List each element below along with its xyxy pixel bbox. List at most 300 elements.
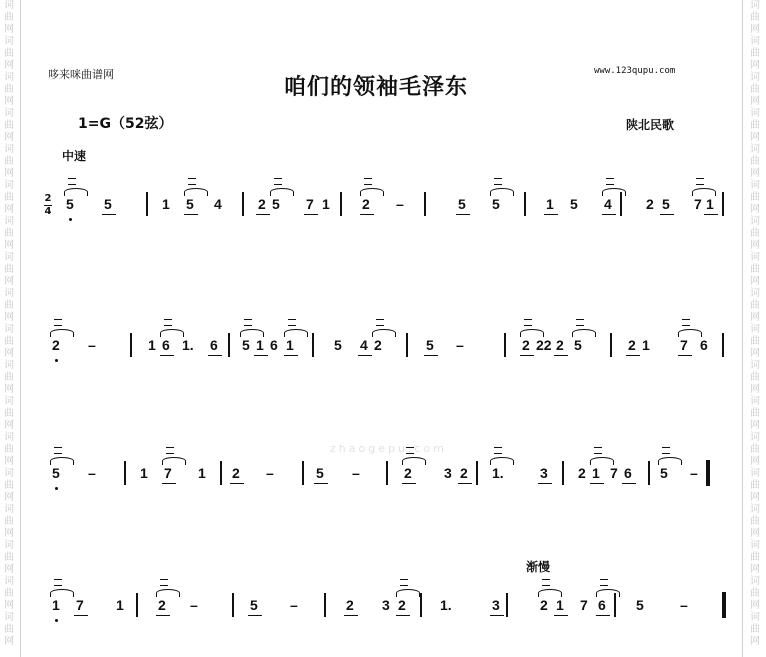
underline-beam	[678, 355, 692, 356]
bar-line	[406, 333, 408, 357]
tempo-change-marking: 渐慢	[526, 560, 551, 574]
watermark-char: 词	[750, 360, 760, 371]
note: 3	[540, 465, 548, 481]
bowing-mark	[244, 319, 252, 326]
note: 1	[556, 597, 564, 613]
time-signature	[44, 194, 52, 217]
note: 1	[116, 597, 124, 613]
watermark-char: 网	[750, 528, 760, 539]
note: 1.	[182, 337, 194, 353]
watermark-char: 曲	[4, 120, 14, 131]
note: –	[290, 597, 298, 613]
song-genre: 陕北民歌	[626, 118, 675, 132]
watermark-char: 网	[750, 24, 760, 35]
bowing-mark	[494, 178, 502, 185]
watermark-char: 词	[750, 108, 760, 119]
watermark-char: 网	[750, 276, 760, 287]
bar-line	[722, 333, 724, 357]
watermark-char: 词	[4, 180, 14, 191]
watermark-char: 网	[4, 240, 14, 251]
bowing-mark	[376, 319, 384, 326]
bar-line	[302, 461, 304, 485]
watermark-char: 曲	[4, 156, 14, 167]
bowing-mark	[600, 579, 608, 586]
watermark-char: 网	[750, 600, 760, 611]
note: 5	[574, 337, 582, 353]
note: 2	[460, 465, 468, 481]
watermark-char: 网	[4, 564, 14, 575]
slur-arc	[50, 589, 74, 597]
bar-line	[340, 192, 342, 216]
watermark-char: 词	[4, 216, 14, 227]
octave-dot	[55, 487, 58, 490]
note: 1	[546, 196, 554, 212]
watermark-char: 网	[4, 528, 14, 539]
slur-arc	[490, 188, 514, 196]
underline-beam	[520, 355, 534, 356]
note: 2	[628, 337, 636, 353]
watermark-char: 词	[750, 72, 760, 83]
underline-beam	[554, 615, 568, 616]
note: –	[190, 597, 198, 613]
note: 5	[52, 465, 60, 481]
note: 3	[492, 597, 500, 613]
watermark-char: 词	[4, 288, 14, 299]
bowing-mark	[364, 178, 372, 185]
watermark-char: 词	[750, 504, 760, 515]
bowing-mark	[54, 579, 62, 586]
underline-beam	[284, 355, 298, 356]
watermark-char: 网	[750, 204, 760, 215]
watermark-char: 网	[4, 276, 14, 287]
note: 6	[624, 465, 632, 481]
underline-beam	[538, 483, 552, 484]
underline-beam	[102, 214, 116, 215]
bar-line	[476, 461, 478, 485]
bar-line	[324, 593, 326, 617]
note: 4	[360, 337, 368, 353]
watermark-char: 曲	[4, 336, 14, 347]
watermark-char: 曲	[750, 300, 760, 311]
watermark-char: 网	[4, 60, 14, 71]
watermark-char: 网	[4, 312, 14, 323]
slur-arc	[284, 329, 308, 337]
note: 2	[646, 196, 654, 212]
underline-beam	[160, 355, 174, 356]
watermark-char: 曲	[4, 12, 14, 23]
watermark-char: 词	[4, 504, 14, 515]
watermark-char: 网	[750, 492, 760, 503]
watermark-char: 曲	[4, 228, 14, 239]
underline-beam	[596, 615, 610, 616]
note: 7	[76, 597, 84, 613]
bar-line	[524, 192, 526, 216]
bowing-mark	[524, 319, 532, 326]
note: 1	[256, 337, 264, 353]
slur-arc	[50, 329, 74, 337]
watermark-char: 曲	[750, 624, 760, 635]
watermark-char: 曲	[4, 192, 14, 203]
watermark-char: 词	[4, 252, 14, 263]
bar-line	[562, 461, 564, 485]
watermark-char: 词	[4, 108, 14, 119]
slur-arc	[50, 457, 74, 465]
note: 2	[362, 196, 370, 212]
watermark-char: 曲	[4, 480, 14, 491]
slur-arc	[270, 188, 294, 196]
note: 5	[250, 597, 258, 613]
bar-line	[242, 192, 244, 216]
slur-arc	[602, 188, 626, 196]
bar-line	[312, 333, 314, 357]
slur-arc	[538, 589, 562, 597]
note: –	[690, 465, 698, 481]
watermark-column-left	[2, 0, 16, 657]
watermark-char: 曲	[4, 588, 14, 599]
bar-line	[648, 461, 650, 485]
note: –	[88, 465, 96, 481]
note: 4	[214, 196, 222, 212]
note: 4	[604, 196, 612, 212]
watermark-char: 词	[4, 432, 14, 443]
bar-line	[136, 593, 138, 617]
bar-line	[506, 593, 508, 617]
note: 2	[232, 465, 240, 481]
watermark-char: 曲	[750, 228, 760, 239]
watermark-char: 网	[4, 132, 14, 143]
octave-dot	[69, 218, 72, 221]
watermark-char: 曲	[4, 516, 14, 527]
bowing-mark	[400, 579, 408, 586]
watermark-char: 网	[750, 564, 760, 575]
note: 7	[164, 465, 172, 481]
time-signature-top: 2	[44, 193, 52, 204]
watermark-char: 词	[750, 432, 760, 443]
slur-arc	[162, 457, 186, 465]
note: 6	[270, 337, 278, 353]
watermark-char: 词	[750, 144, 760, 155]
underline-beam	[424, 355, 438, 356]
bar-line	[386, 461, 388, 485]
watermark-divider-right	[742, 0, 743, 657]
note: 2	[540, 597, 548, 613]
note: –	[680, 597, 688, 613]
note: 5	[242, 337, 250, 353]
watermark-char: 网	[4, 456, 14, 467]
bowing-mark	[542, 579, 550, 586]
watermark-char: 网	[750, 312, 760, 323]
watermark-column-right	[748, 0, 762, 657]
slur-arc	[678, 329, 702, 337]
note: 3	[382, 597, 390, 613]
note: 1	[140, 465, 148, 481]
note: 6	[598, 597, 606, 613]
watermark-char: 词	[4, 540, 14, 551]
watermark-char: 网	[4, 600, 14, 611]
bowing-mark	[576, 319, 584, 326]
watermark-char: 网	[4, 348, 14, 359]
watermark-char: 网	[750, 132, 760, 143]
bowing-mark	[160, 579, 168, 586]
watermark-char: 词	[750, 468, 760, 479]
underline-beam	[254, 355, 268, 356]
site-url[interactable]: www.123qupu.com	[594, 66, 676, 76]
underline-beam	[358, 355, 372, 356]
watermark-char: 网	[750, 168, 760, 179]
watermark-char: 词	[750, 396, 760, 407]
note: 5	[66, 196, 74, 212]
underline-beam	[660, 214, 674, 215]
bowing-mark	[288, 319, 296, 326]
underline-beam	[256, 214, 270, 215]
bar-line	[124, 461, 126, 485]
watermark-char: 词	[4, 468, 14, 479]
slur-arc	[156, 589, 180, 597]
note: 2	[52, 337, 60, 353]
bowing-mark	[494, 447, 502, 454]
watermark-char: 网	[750, 456, 760, 467]
underline-beam	[602, 214, 616, 215]
watermark-char: 曲	[4, 552, 14, 563]
watermark-char: 网	[4, 636, 14, 647]
underline-beam	[544, 214, 558, 215]
note: –	[352, 465, 360, 481]
underline-beam	[554, 355, 568, 356]
note: –	[396, 196, 404, 212]
note: 5	[272, 196, 280, 212]
watermark-char: 曲	[4, 372, 14, 383]
center-watermark-2: zhaogepu.com	[330, 442, 447, 455]
note: 5	[662, 196, 670, 212]
note: 1	[52, 597, 60, 613]
octave-dot	[55, 619, 58, 622]
bowing-mark	[164, 319, 172, 326]
watermark-char: 网	[750, 420, 760, 431]
bowing-mark	[606, 178, 614, 185]
underline-beam	[248, 615, 262, 616]
note: 5	[316, 465, 324, 481]
watermark-char: 曲	[750, 120, 760, 131]
underline-beam	[396, 615, 410, 616]
note: 2	[404, 465, 412, 481]
watermark-divider-left	[20, 0, 21, 657]
watermark-char: 曲	[750, 480, 760, 491]
watermark-char: 网	[750, 348, 760, 359]
watermark-char: 词	[4, 324, 14, 335]
octave-dot	[55, 359, 58, 362]
underline-beam	[314, 483, 328, 484]
watermark-char: 词	[4, 360, 14, 371]
watermark-char: 网	[750, 60, 760, 71]
watermark-char: 词	[750, 288, 760, 299]
bar-line	[220, 461, 222, 485]
watermark-char: 词	[4, 396, 14, 407]
underline-beam	[208, 355, 222, 356]
watermark-char: 曲	[750, 444, 760, 455]
bowing-mark	[188, 178, 196, 185]
watermark-char: 网	[750, 96, 760, 107]
site-name: 哆来咪曲谱网	[48, 68, 114, 81]
watermark-char: 曲	[750, 372, 760, 383]
watermark-char: 曲	[750, 156, 760, 167]
watermark-char: 网	[750, 240, 760, 251]
note: 2	[578, 465, 586, 481]
underline-beam	[456, 214, 470, 215]
underline-beam	[626, 355, 640, 356]
bar-line	[228, 333, 230, 357]
note: 5	[426, 337, 434, 353]
watermark-char: 曲	[750, 192, 760, 203]
underline-beam	[402, 483, 416, 484]
watermark-char: 词	[750, 0, 760, 11]
watermark-char: 曲	[750, 84, 760, 95]
watermark-char: 曲	[4, 444, 14, 455]
slur-arc	[520, 329, 544, 337]
watermark-char: 曲	[750, 48, 760, 59]
watermark-char: 网	[750, 384, 760, 395]
note: 1	[162, 196, 170, 212]
slur-arc	[184, 188, 208, 196]
watermark-char: 网	[4, 420, 14, 431]
note: 5	[660, 465, 668, 481]
note: 2	[158, 597, 166, 613]
note: 2	[374, 337, 382, 353]
bar-line	[232, 593, 234, 617]
watermark-char: 网	[4, 24, 14, 35]
bar-line	[146, 192, 148, 216]
watermark-char: 曲	[750, 552, 760, 563]
slur-arc	[590, 457, 614, 465]
note: 2	[522, 337, 530, 353]
bar-line	[420, 593, 422, 617]
watermark-char: 曲	[4, 408, 14, 419]
slur-arc	[396, 589, 420, 597]
note: 6	[162, 337, 170, 353]
note: 1	[286, 337, 294, 353]
watermark-char: 词	[750, 180, 760, 191]
watermark-char: 网	[4, 96, 14, 107]
note: 1	[592, 465, 600, 481]
final-bar-line	[722, 592, 726, 618]
slur-arc	[160, 329, 184, 337]
note: 1.	[440, 597, 452, 613]
watermark-char: 曲	[4, 48, 14, 59]
underline-beam	[74, 615, 88, 616]
bowing-mark	[54, 447, 62, 454]
watermark-char: 词	[4, 36, 14, 47]
bar-line	[610, 333, 612, 357]
song-title: 咱们的领袖毛泽东	[284, 74, 469, 100]
underline-beam	[590, 483, 604, 484]
slur-arc	[372, 329, 396, 337]
note: 3	[444, 465, 452, 481]
watermark-char: 网	[4, 168, 14, 179]
note: 1.	[492, 465, 504, 481]
underline-beam	[344, 615, 358, 616]
watermark-char: 词	[750, 576, 760, 587]
note: 22	[536, 337, 552, 353]
bowing-mark	[68, 178, 76, 185]
watermark-char: 词	[750, 540, 760, 551]
slur-arc	[596, 589, 620, 597]
watermark-char: 词	[4, 576, 14, 587]
slur-arc	[240, 329, 264, 337]
note: 6	[210, 337, 218, 353]
watermark-char: 曲	[750, 408, 760, 419]
note: 7	[694, 196, 702, 212]
note: 6	[700, 337, 708, 353]
note: 1	[148, 337, 156, 353]
note: –	[456, 337, 464, 353]
watermark-char: 曲	[4, 84, 14, 95]
underline-beam	[704, 214, 718, 215]
watermark-char: 曲	[4, 624, 14, 635]
watermark-char: 曲	[750, 516, 760, 527]
bar-line	[130, 333, 132, 357]
slur-arc	[572, 329, 596, 337]
final-bar-line	[706, 460, 710, 486]
note: 5	[104, 196, 112, 212]
bar-line	[504, 333, 506, 357]
slur-arc	[692, 188, 716, 196]
watermark-char: 曲	[750, 588, 760, 599]
watermark-char: 网	[4, 384, 14, 395]
slur-arc	[490, 457, 514, 465]
underline-beam	[162, 483, 176, 484]
bowing-mark	[682, 319, 690, 326]
note: 1	[198, 465, 206, 481]
tempo-marking: 中速	[62, 149, 87, 163]
note: 7	[580, 597, 588, 613]
watermark-char: 词	[4, 0, 14, 11]
note: 5	[458, 196, 466, 212]
note: 5	[186, 196, 194, 212]
note: 2	[398, 597, 406, 613]
watermark-char: 曲	[4, 264, 14, 275]
watermark-char: 词	[750, 252, 760, 263]
watermark-char: 曲	[750, 12, 760, 23]
note: 5	[492, 196, 500, 212]
note: –	[88, 337, 96, 353]
slur-arc	[360, 188, 384, 196]
bowing-mark	[166, 447, 174, 454]
watermark-char: 词	[750, 216, 760, 227]
bar-line	[722, 192, 724, 216]
note: 7	[680, 337, 688, 353]
bowing-mark	[662, 447, 670, 454]
watermark-char: 词	[750, 612, 760, 623]
note: 5	[636, 597, 644, 613]
underline-beam	[230, 483, 244, 484]
bowing-mark	[594, 447, 602, 454]
watermark-char: 网	[750, 636, 760, 647]
note: 2	[346, 597, 354, 613]
key-signature: 1=G（52弦）	[78, 116, 173, 132]
watermark-char: 词	[4, 144, 14, 155]
bar-line	[424, 192, 426, 216]
note: 5	[570, 196, 578, 212]
note: 5	[334, 337, 342, 353]
underline-beam	[490, 615, 504, 616]
bowing-mark	[274, 178, 282, 185]
watermark-char: 词	[750, 36, 760, 47]
time-signature-bottom: 4	[44, 206, 52, 217]
watermark-char: 词	[4, 612, 14, 623]
underline-beam	[622, 483, 636, 484]
watermark-char: 词	[750, 324, 760, 335]
note: 2	[556, 337, 564, 353]
note: 1	[642, 337, 650, 353]
